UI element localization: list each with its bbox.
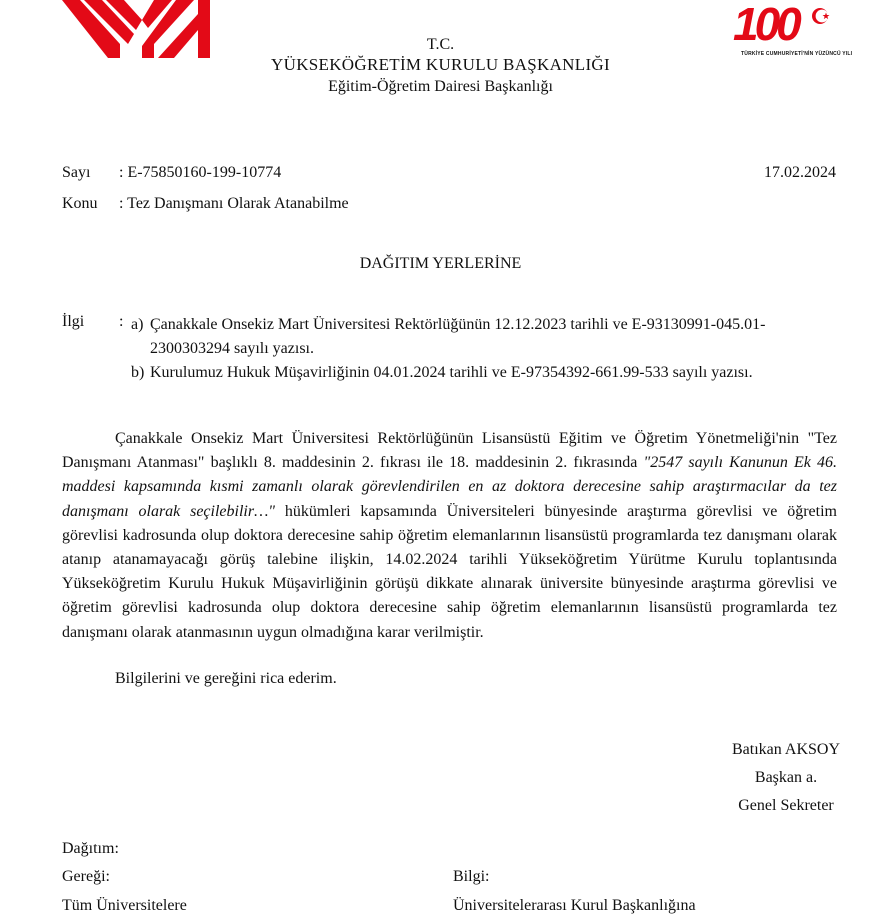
konu-label: Konu (62, 195, 98, 212)
reference-a-text: Çanakkale Onsekiz Mart Üniversitesi Rektörlüğünün 12.12.2023 tarihli ve E-93130991-045.01-2300303294 sayılı yazısı. (150, 316, 766, 357)
konu-value: : Tez Danışmanı Olarak Atanabilme (119, 195, 349, 212)
sayi-value: : E-75850160-199-10774 (119, 164, 282, 181)
reference-b-text: Kurulumuz Hukuk Müşavirliğinin 04.01.2024 tarihli ve E-97354392-661.99-533 sayılı yazısı. (150, 364, 753, 381)
body-part-1: Çanakkale Onsekiz Mart Üniversitesi Rektörlüğünün Lisansüstü Eğitim ve Öğretim Yönetmeliği'nin "Tez Danışmanı Atanması" başlıklı 8. maddesinin 2. fıkrası ile 18. maddesinin 2. fıkrasında (62, 430, 837, 472)
crescent-star-icon (811, 6, 831, 26)
sayi-label: Sayı (62, 164, 91, 181)
centennial-logo-caption: TÜRKİYE CUMHURİYETİ'NİN YÜZÜNCÜ YILI (741, 51, 853, 57)
header-tc: T.C. (426, 36, 455, 53)
bilgi-label: Bilgi: (453, 868, 490, 885)
closing-line: Bilgilerini ve gereğini rica ederim. (115, 670, 337, 687)
reference-b (131, 361, 811, 385)
body-part-2: hükümleri kapsamında Üniversiteleri bünyesinde araştırma görevlisi ve öğretim görevlisi kadrosunda olup doktora derecesine sahip öğretim elemanlarının lisansüstü programlarda tez danışmanı olarak atanıp atanamayacağı görüş talebine ilişkin, 14.02.2024 tarihli Yükseköğretim Yürütme Kurulu toplantısında Yükseköğretim Kurulu Hukuk Müşavirliğinin görüşü dikkate alınarak üniversite bünyesinde araştırma görevlisi ve öğretim görevlisi kadrosunda olup doktora derecesine sahip öğretim elemanlarının lisansüstü programlarda tez danışmanı olarak atanmasının uygun olmadığına karar verilmiştir. (62, 502, 837, 641)
body-quote: "2547 sayılı Kanunun Ek 46. maddesi kapsamında kısmi zamanlı olarak görevlendirilen en az doktora derecesine sahip araştırmacılar da tez danışmanı olarak seçilebilir…" (62, 454, 837, 520)
body-paragraph (62, 427, 837, 645)
signer-role-1: Başkan a. (754, 769, 818, 786)
distribution-title: Dağıtım: (62, 840, 119, 857)
centennial-logo-text: 100 (733, 0, 798, 50)
header-institution: YÜKSEKÖĞRETİM KURULU BAŞKANLIĞI (271, 55, 610, 74)
signer-name: Batıkan AKSOY (732, 741, 840, 758)
geregi-label: Gereği: (62, 868, 110, 885)
reference-a-key: a) (131, 316, 144, 333)
signature-block (732, 736, 840, 820)
geregi-value: Tüm Üniversitelere (62, 897, 187, 914)
signer-role-2: Genel Sekreter (738, 797, 834, 814)
ilgi-label: İlgi (62, 313, 85, 330)
document-title: DAĞITIM YERLERİNE (359, 255, 522, 272)
reference-a (131, 313, 811, 361)
document-date: 17.02.2024 (764, 164, 836, 181)
ilgi-colon: : (119, 313, 124, 330)
header-department: Eğitim-Öğretim Dairesi Başkanlığı (328, 78, 553, 95)
bilgi-value: Üniversitelerarası Kurul Başkanlığına (453, 897, 696, 914)
reference-b-key: b) (131, 364, 145, 381)
